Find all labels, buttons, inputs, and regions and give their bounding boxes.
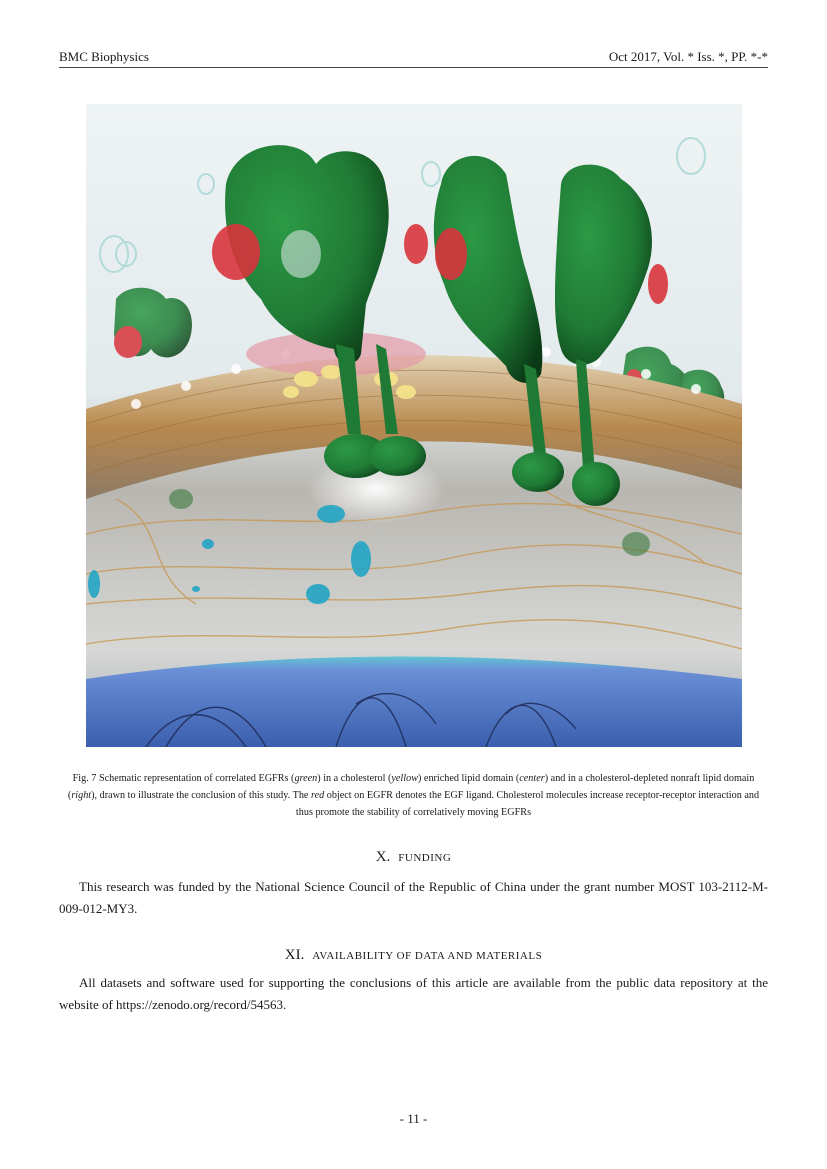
section-title: FUNDING (398, 852, 452, 864)
figure-illustration (86, 104, 742, 747)
availability-paragraph: All datasets and software used for supporting the conclusions of this article are available from the public data repository at the website of https://zenodo.org/record/54563. (59, 975, 768, 1012)
caption-run: green (294, 773, 318, 784)
section-title: AVAILABILITY OF DATA AND MATERIALS (312, 950, 543, 962)
caption-run: right (71, 790, 92, 801)
caption-run: Fig. 7 Schematic representation of correlated EGFRs ( (72, 773, 295, 784)
caption-run: ), drawn to illustrate the conclusion of this study. The (91, 790, 311, 801)
caption-run: yellow (391, 773, 418, 784)
caption-run: ) in a cholesterol ( (317, 773, 392, 784)
journal-name: BMC Biophysics (59, 49, 149, 64)
caption-run: red (310, 790, 325, 801)
issue-info: Oct 2017, Vol. * Iss. *, PP. *-* (608, 49, 768, 64)
caption-run: object on EGFR denotes the EGF ligand. Cholesterol molecules increase receptor-receptor interaction and thus promote the stability of correlatively moving EGFRs (295, 790, 760, 818)
section-number: X. (375, 849, 391, 865)
running-header (59, 47, 768, 68)
section-number: XI. (284, 947, 305, 963)
page-number: - 11 - (399, 1111, 428, 1126)
section-heading-funding (59, 849, 768, 866)
caption-run: ) enriched lipid domain ( (417, 773, 520, 784)
section-heading-availability (59, 947, 768, 964)
caption-run: center (519, 773, 545, 784)
caption-run: ) and in a cholesterol-depleted nonraft lipid domain ( (67, 773, 755, 801)
funding-paragraph: This research was funded by the National Science Council of the Republic of China under the grant number MOST 103-2112-M-009-012-MY3. (59, 879, 768, 916)
figure-caption (59, 770, 768, 821)
egfr-membrane-illustration (86, 104, 742, 747)
